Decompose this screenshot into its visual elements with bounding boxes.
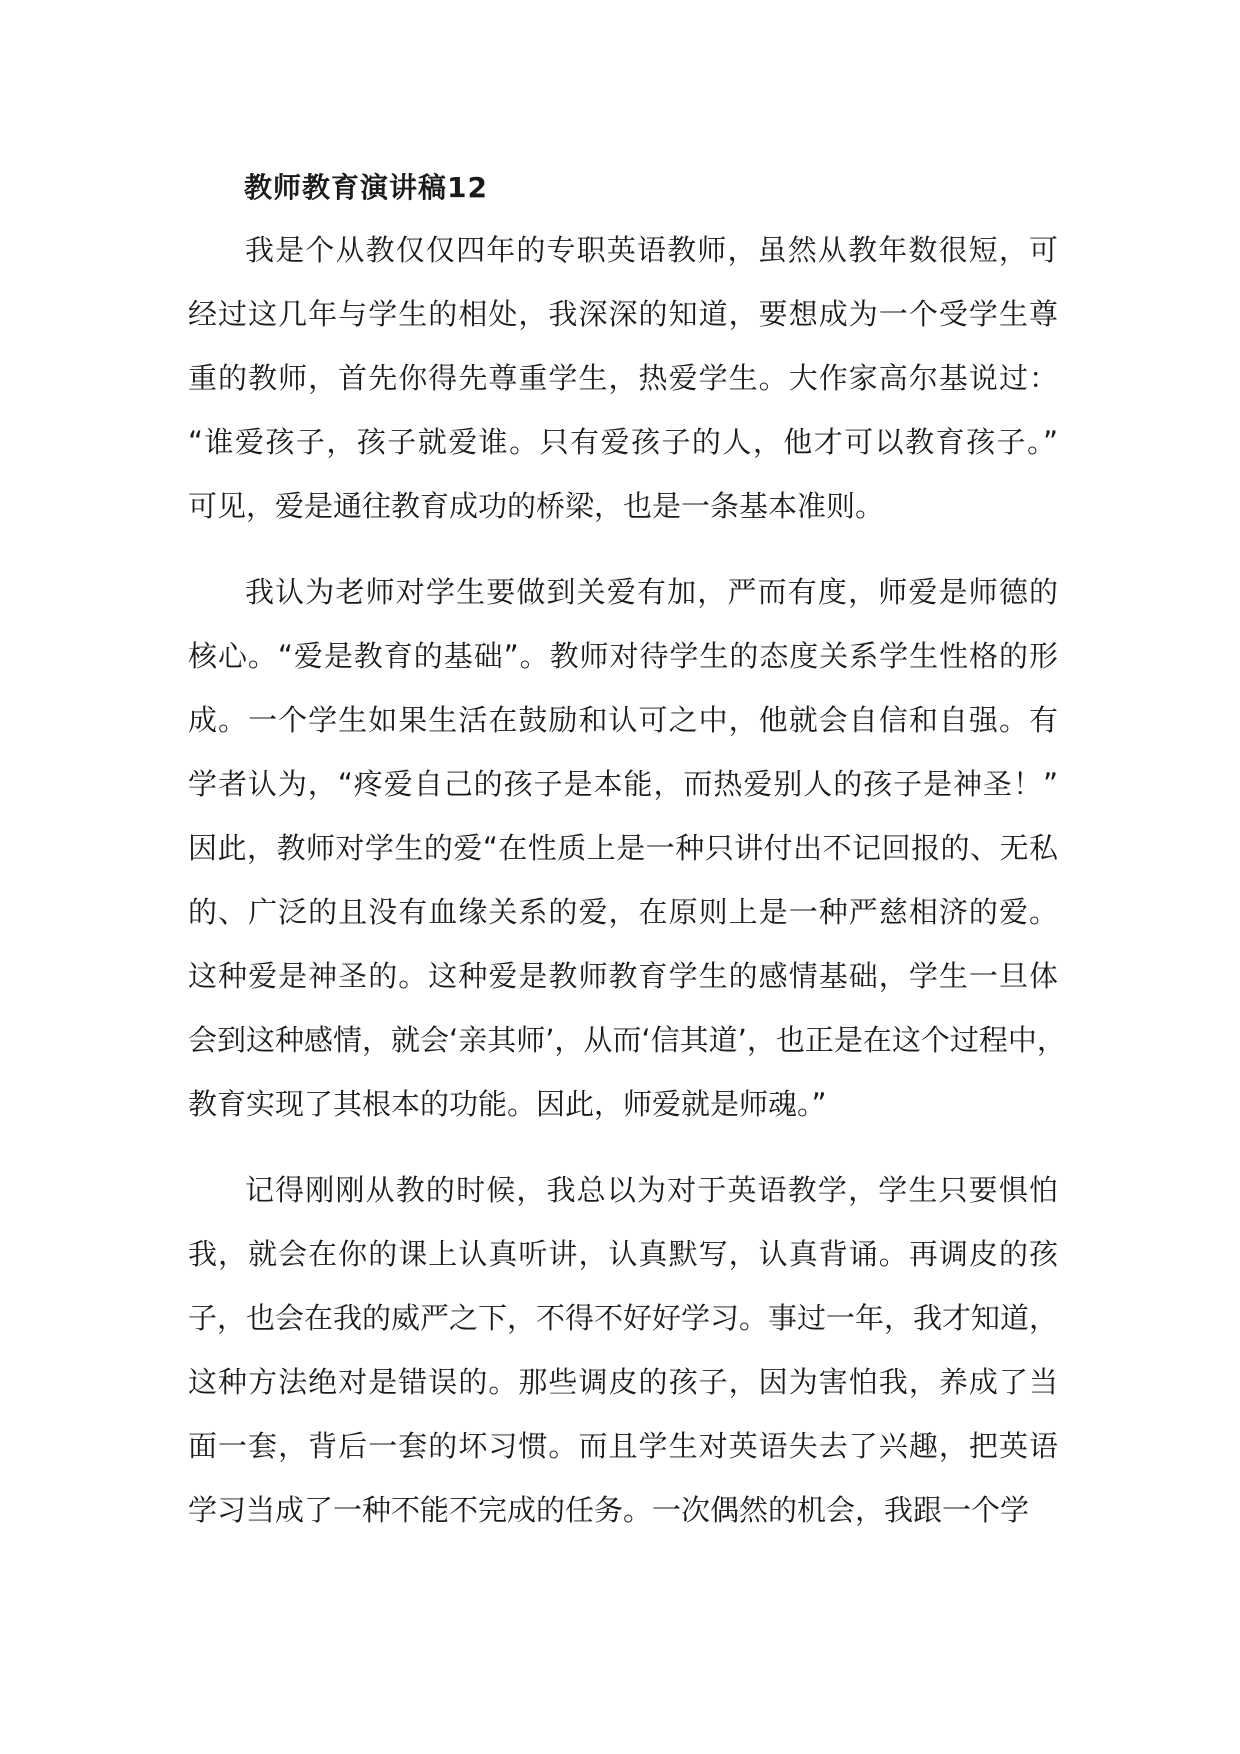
paragraph-line: 学者认为，“疼爱自己的孩子是本能，而热爱别人的孩子是神圣！” <box>188 767 1058 801</box>
paragraph-line: 的、广泛的且没有血缘关系的爱，在原则上是一种严慈相济的爱。 <box>188 895 1058 929</box>
paragraph <box>188 560 1066 1136</box>
paragraph-line: 我认为老师对学生要做到关爱有加，严而有度，师爱是师德的 <box>245 575 1058 609</box>
paragraph-line: 因此，教师对学生的爱“在性质上是一种只讲付出不记回报的、无私 <box>188 831 1058 865</box>
paragraph-line: 可见，爱是通往教育成功的桥梁，也是一条基本准则。 <box>188 489 885 523</box>
paragraph-line: 这种爱是神圣的。这种爱是教师教育学生的感情基础，学生一旦体 <box>188 959 1058 993</box>
paragraph-line: 教育实现了其根本的功能。因此，师爱就是师魂。” <box>188 1087 827 1121</box>
paragraph-line: 面一套，背后一套的坏习惯。而且学生对英语失去了兴趣，把英语 <box>188 1429 1058 1463</box>
paragraph <box>188 1158 1058 1542</box>
paragraph-line: 子，也会在我的威严之下，不得不好好学习。事过一年，我才知道， <box>188 1301 1059 1335</box>
paragraph-line: 这种方法绝对是错误的。那些调皮的孩子，因为害怕我，养成了当 <box>188 1365 1058 1399</box>
paragraph-line: 学习当成了一种不能不完成的任务。一次偶然的机会，我跟一个学 <box>188 1493 1030 1527</box>
paragraph-line: 核心。“爱是教育的基础”。教师对待学生的态度关系学生性格的形 <box>188 639 1058 673</box>
document-title: 教师教育演讲稿12 <box>244 171 488 204</box>
document-body <box>188 168 1066 1564</box>
paragraph <box>188 218 1058 538</box>
paragraph-line: 记得刚刚从教的时候，我总以为对于英语教学，学生只要惧怕 <box>245 1173 1058 1207</box>
paragraph-line: “谁爱孩子，孩子就爱谁。只有爱孩子的人，他才可以教育孩子。” <box>188 425 1058 459</box>
paragraph-line: 会到这种感情，就会‘亲其师’，从而‘信其道’，也正是在这个过程中， <box>188 1023 1066 1057</box>
paragraph-line: 我，就会在你的课上认真听讲，认真默写，认真背诵。再调皮的孩 <box>188 1237 1058 1271</box>
paragraph-line: 我是个从教仅仅四年的专职英语教师，虽然从教年数很短，可 <box>245 233 1058 267</box>
paragraph-line: 重的教师，首先你得先尊重学生，热爱学生。大作家高尔基说过： <box>188 361 1058 395</box>
paragraph-line: 经过这几年与学生的相处，我深深的知道，要想成为一个受学生尊 <box>188 297 1058 331</box>
paragraph-list <box>188 218 1066 1542</box>
paragraph-line: 成。一个学生如果生活在鼓励和认可之中，他就会自信和自强。有 <box>188 703 1058 737</box>
